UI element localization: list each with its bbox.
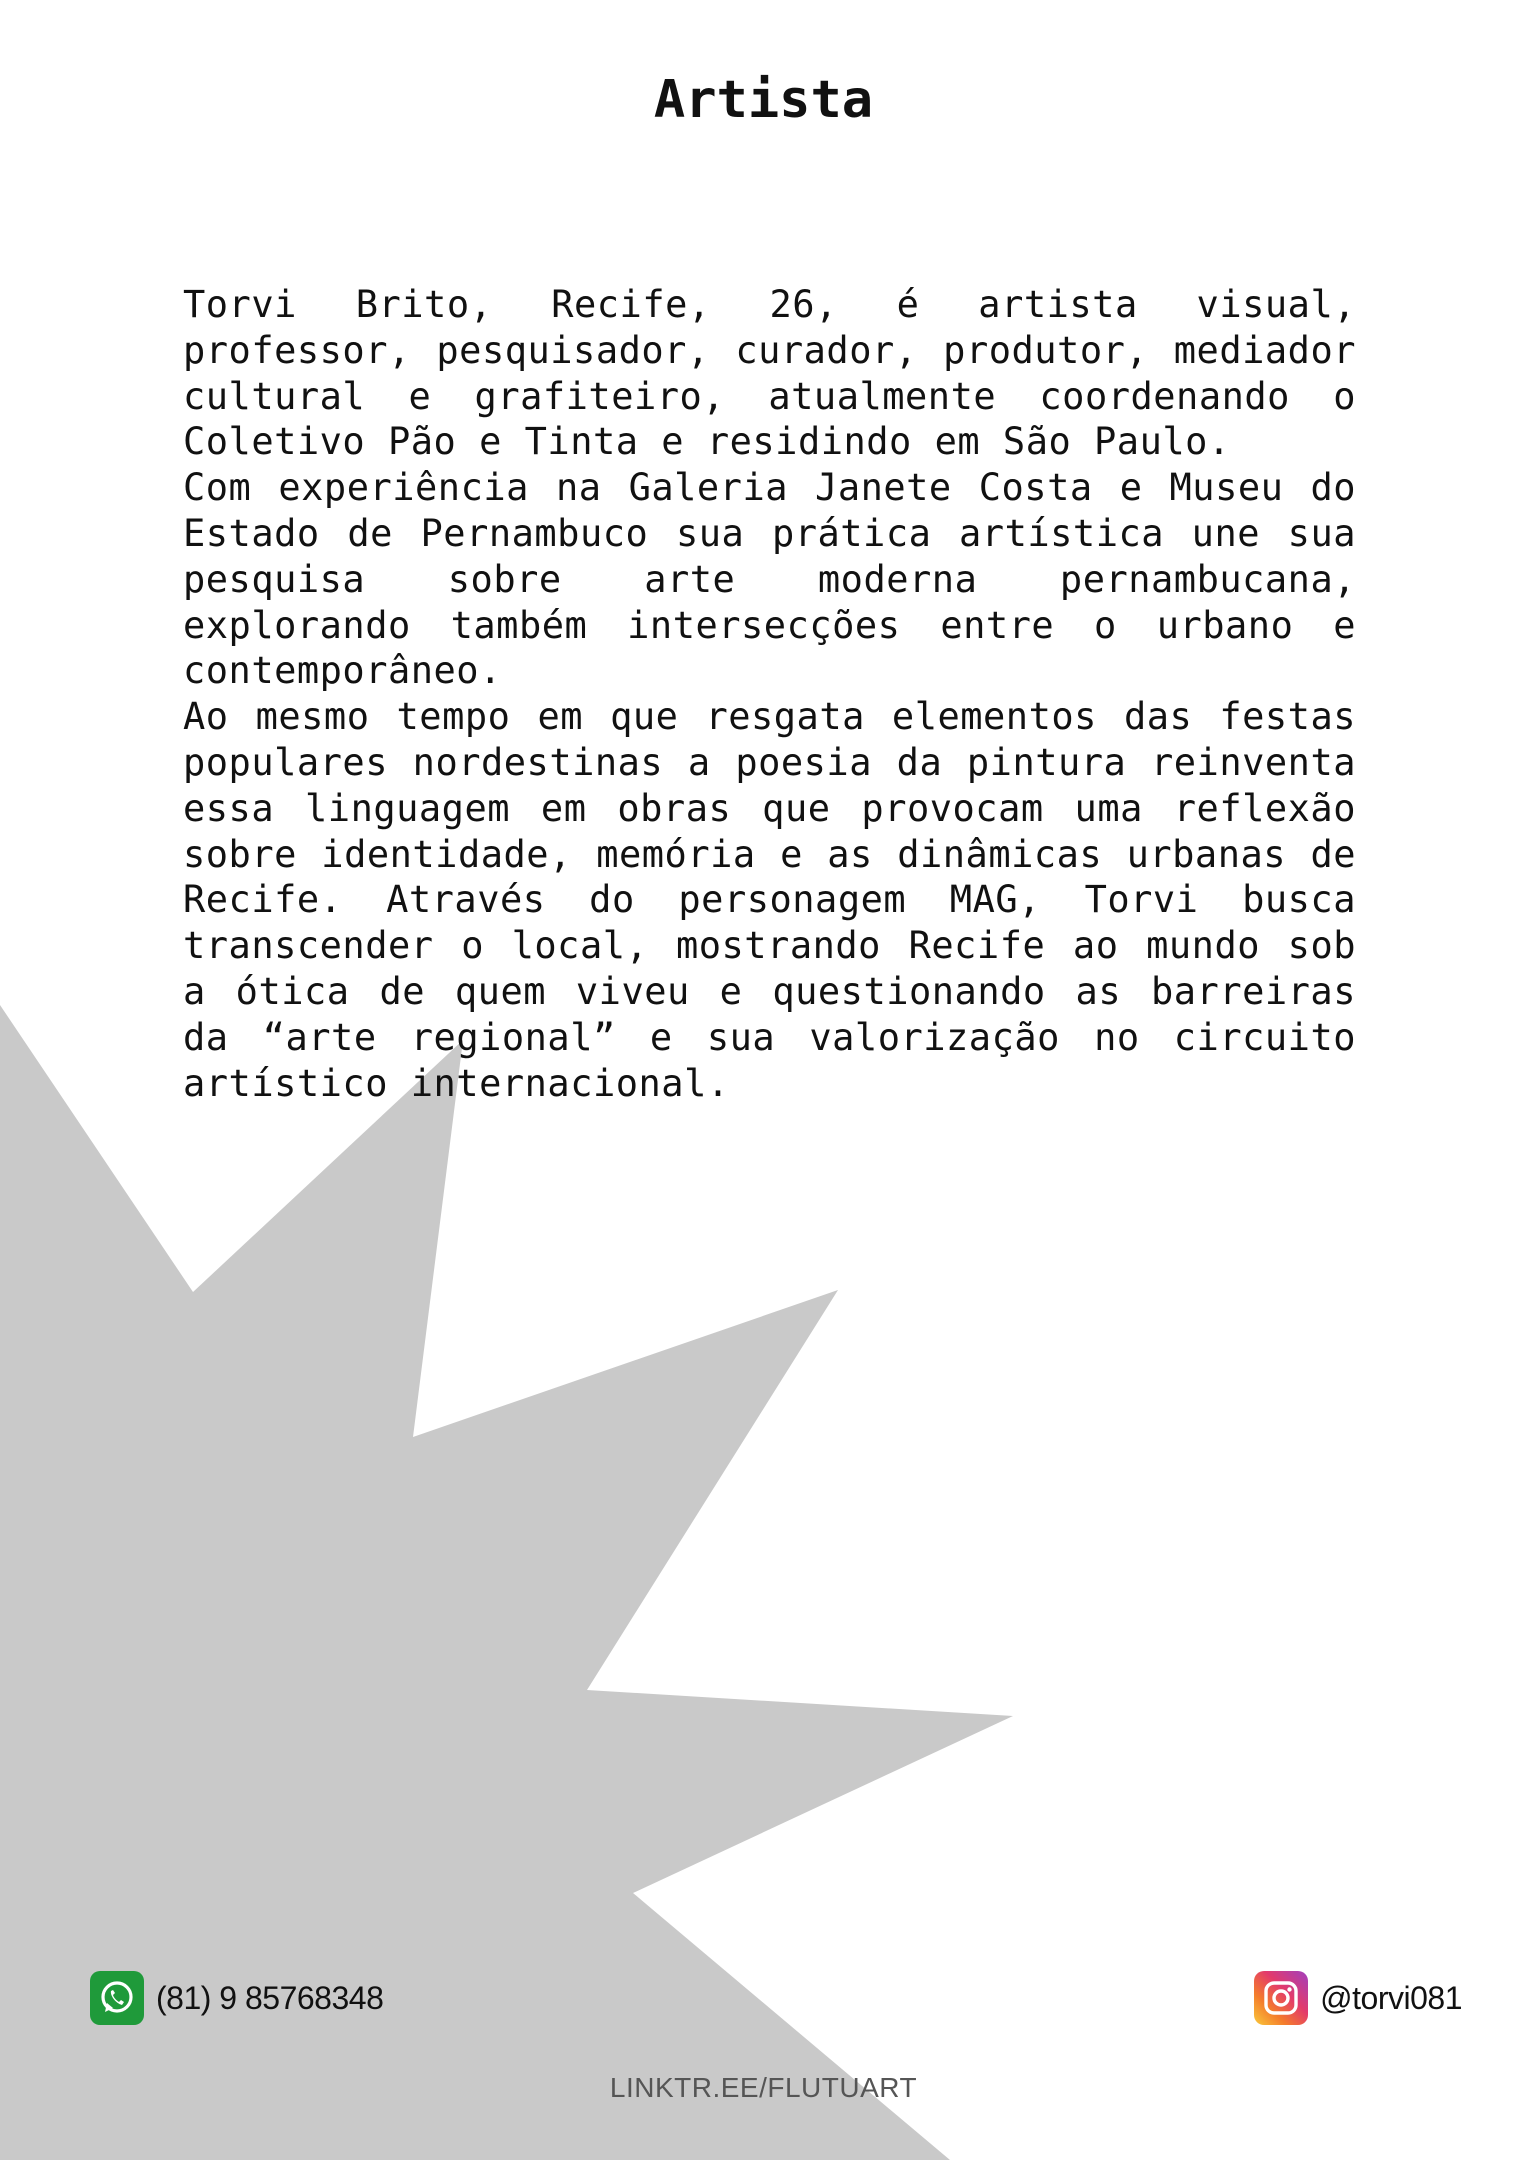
bio-paragraph-3: Ao mesmo tempo em que resgata elementos das festas populares nordestinas a poesia da pintura reinventa essa linguagem em obras que provocam uma reflexão sobre identidade, memória e as dinâmicas urbanas de Recife. Através do personagem MAG, Torvi busca transcender o local, mostrando Recife ao mundo sob a ótica de quem viveu e questionando as barreiras da “arte regional” e sua valorização no circuito artístico internacional.	[183, 695, 1356, 1105]
bio-paragraph-1: Torvi Brito, Recife, 26, é artista visual, professor, pesquisador, curador, produtor, mediador cultural e grafiteiro, atualmente coordenando o Coletivo Pão e Tinta e residindo em São Paulo.	[183, 283, 1356, 464]
linktree-link[interactable]: LINKTR.EE/FLUTUART	[609, 2072, 918, 2103]
phone-contact[interactable]	[90, 1971, 383, 2025]
bio-paragraph-2: Com experiência na Galeria Janete Costa e Museu do Estado de Pernambuco sua prática artística une sua pesquisa sobre arte moderna pernambucana, explorando também intersecções entre o urbano e contemporâneo.	[183, 466, 1356, 693]
phone-number: (81) 9 85768348	[156, 1979, 384, 2016]
whatsapp-icon	[90, 1971, 144, 2025]
instagram-handle: @torvi081	[1320, 1979, 1462, 2016]
instagram-contact[interactable]	[1254, 1971, 1462, 2025]
artist-bio	[183, 282, 1356, 1106]
page-title: Artista	[653, 70, 874, 130]
instagram-icon	[1254, 1971, 1308, 2025]
